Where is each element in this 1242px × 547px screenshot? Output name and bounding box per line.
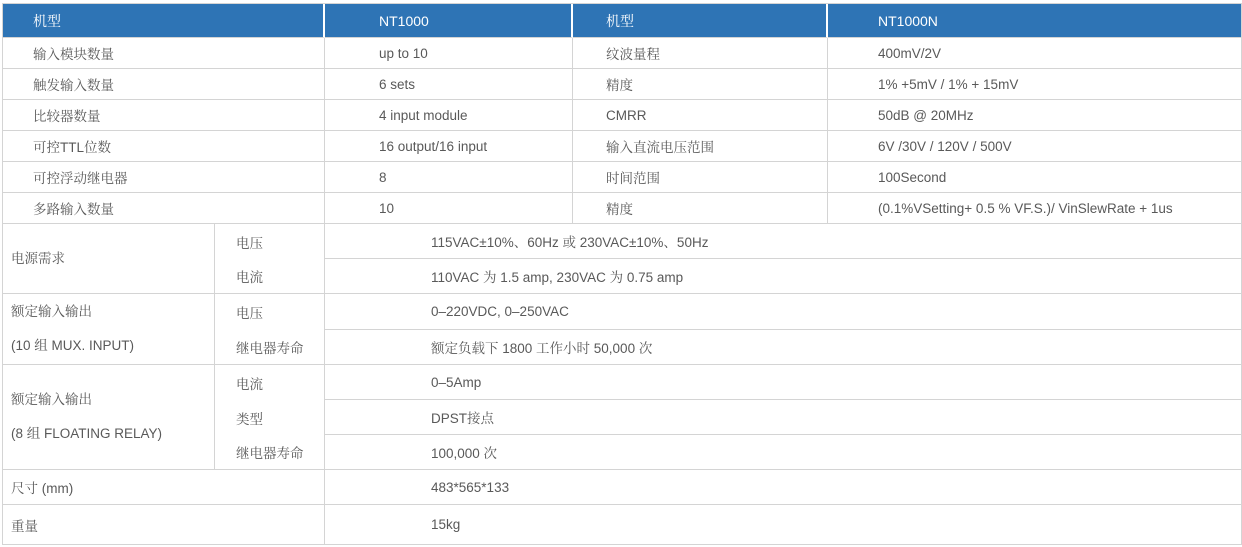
section-label — [3, 224, 215, 294]
table-row — [3, 38, 1241, 69]
section-value: 0–220VDC, 0–250VAC — [325, 294, 1241, 330]
sub-label: 电流 — [215, 259, 325, 294]
header-model-label-left: 机型 — [3, 4, 325, 38]
table-row — [3, 131, 1241, 162]
row-label-left: 可控TTL位数 — [3, 131, 325, 162]
sub-label: 继电器寿命 — [215, 330, 325, 366]
row-label-left: 可控浮动继电器 — [3, 162, 325, 193]
table-row — [3, 100, 1241, 131]
footer-value: 15kg — [431, 517, 461, 532]
section-value: 额定负载下 1800 工作小时 50,000 次 — [325, 330, 1241, 366]
sub-label: 电压 — [215, 294, 325, 330]
header-model-a: NT1000 — [325, 4, 573, 38]
section-label-line2: (8 组 FLOATING RELAY) — [11, 426, 163, 441]
row-label-left: 比较器数量 — [3, 100, 325, 131]
section-label-line2: (10 组 MUX. INPUT) — [11, 338, 135, 353]
model-a-value: 6 sets — [325, 69, 573, 100]
footer-value: 483*565*133 — [325, 470, 1241, 505]
model-a-value: up to 10 — [325, 38, 573, 69]
sub-label: 类型 — [215, 400, 325, 435]
section-label-line1: 额定输入输出 — [11, 304, 92, 319]
row-label-right: 输入直流电压范围 — [573, 131, 828, 162]
header-model-label-right: 机型 — [573, 4, 828, 38]
table-row — [3, 470, 1241, 505]
section-value: 110VAC 为 1.5 amp, 230VAC 为 0.75 amp — [325, 259, 1241, 294]
sub-label: 继电器寿命 — [215, 435, 325, 470]
row-label-left: 多路输入数量 — [3, 193, 325, 224]
section-label — [3, 294, 215, 365]
table-row — [3, 193, 1241, 224]
model-b-value: 400mV/2V — [828, 38, 1241, 69]
model-b-value: 100Second — [828, 162, 1241, 193]
model-a-value: 16 output/16 input — [325, 131, 573, 162]
table-row — [3, 224, 1241, 259]
section-label — [3, 365, 215, 470]
model-b-value: 1% +5mV / 1% + 15mV — [828, 69, 1241, 100]
section-value: 100,000 次 — [325, 435, 1241, 470]
row-label-right: 时间范围 — [573, 162, 828, 193]
row-label-left: 触发输入数量 — [3, 69, 325, 100]
table-row — [3, 162, 1241, 193]
table-row — [3, 69, 1241, 100]
model-a-value: 4 input module — [325, 100, 573, 131]
row-label-right: 精度 — [573, 193, 828, 224]
section-label-line1: 电源需求 — [11, 250, 65, 266]
row-label-right: CMRR — [573, 100, 828, 131]
model-a-value: 8 — [325, 162, 573, 193]
table-row — [3, 365, 1241, 400]
table-row — [3, 505, 1241, 544]
row-label-right: 精度 — [573, 69, 828, 100]
model-a-value: 10 — [325, 193, 573, 224]
row-label-left: 输入模块数量 — [3, 38, 325, 69]
section-value: DPST接点 — [325, 400, 1241, 435]
model-b-value: (0.1%VSetting+ 0.5 % VF.S.)/ VinSlewRate + 1us — [828, 193, 1241, 224]
product-spec-table — [2, 3, 1242, 545]
table-row — [3, 294, 1241, 330]
footer-label: 重量 — [3, 505, 325, 544]
section-label-line1: 额定输入输出 — [11, 392, 92, 407]
table-header-row — [3, 4, 1241, 38]
section-value: 115VAC±10%、60Hz 或 230VAC±10%、50Hz — [325, 224, 1241, 259]
model-b-value: 6V /30V / 120V / 500V — [828, 131, 1241, 162]
sub-label: 电流 — [215, 365, 325, 400]
footer-label: 尺寸 (mm) — [3, 470, 325, 505]
model-b-value: 50dB @ 20MHz — [828, 100, 1241, 131]
header-model-b: NT1000N — [828, 4, 1241, 38]
section-value: 0–5Amp — [325, 365, 1241, 400]
sub-label: 电压 — [215, 224, 325, 259]
row-label-right: 纹波量程 — [573, 38, 828, 69]
